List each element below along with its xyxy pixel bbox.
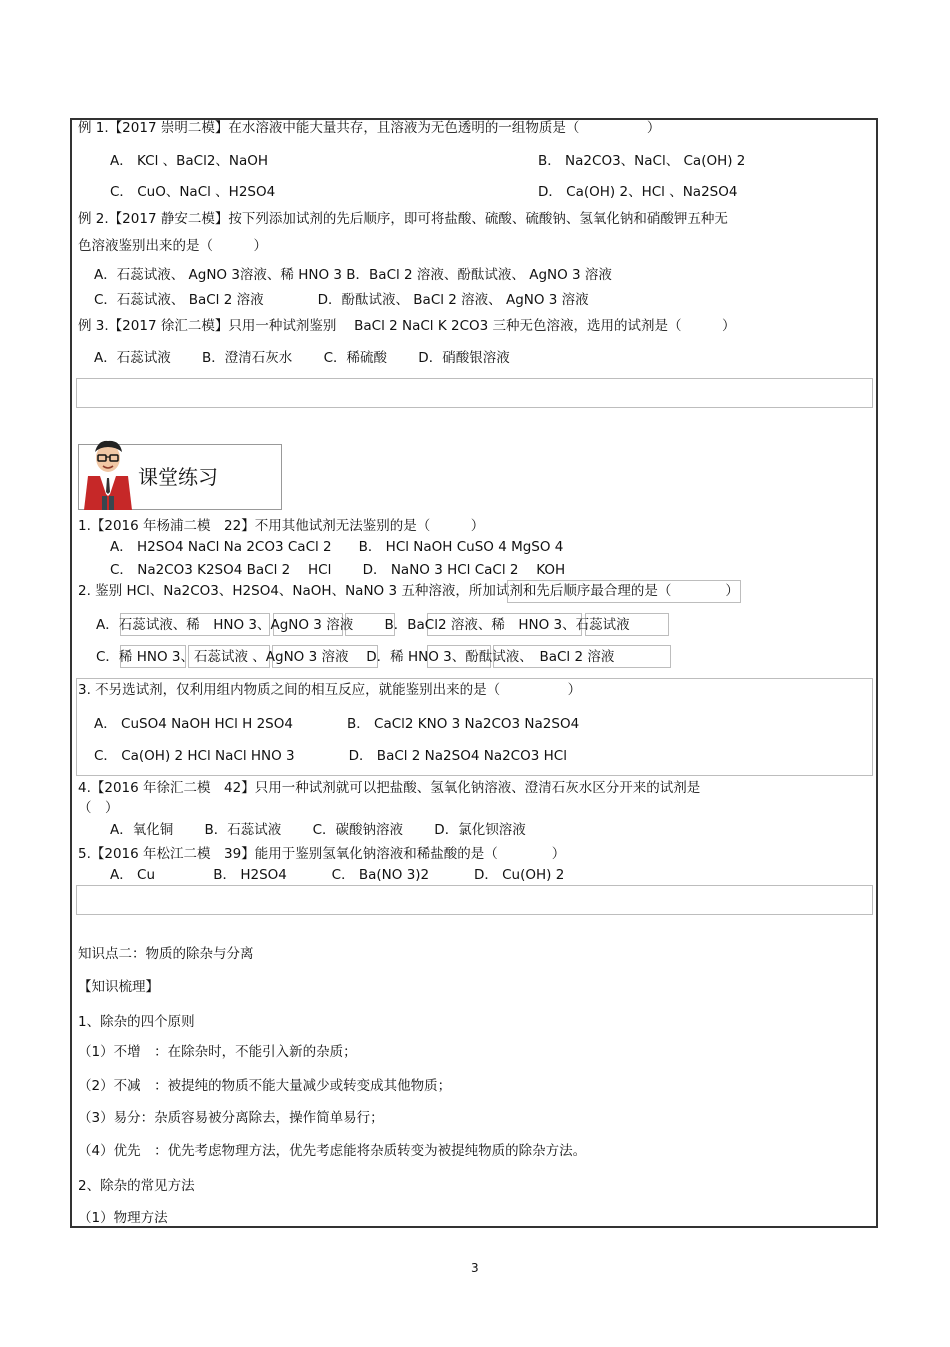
banner-title: 课堂练习 [138,465,218,489]
knowledge-title: 知识点二：物质的除杂与分离 [78,946,254,962]
example-1-option-b: B． Na2CO3、NaCl、 Ca(OH) 2 [538,153,746,169]
empty-answer-box [76,378,873,408]
practice-2-stem-box [507,580,741,603]
practice-4-options: A．氧化铜 B．石蕊试液 C．碳酸钠溶液 D．氯化钡溶液 [110,822,526,838]
knowledge-point-1: （1）不增 ：在除杂时，不能引入新的杂质； [78,1044,357,1060]
example-2-stem-line-1: 例 2.【2017 静安二模】按下列添加试剂的先后顺序，即可将盐酸、硫酸、硫酸钠、氢氧化钠和硝酸钾五种无 [78,211,728,227]
practice-1-stem: 1.【2016 年杨浦二模 22】不用其他试剂无法鉴别的是（ ） [78,518,485,534]
practice-5-stem: 5.【2016 年松江二模 39】能用于鉴别氢氧化钠溶液和稀盐酸的是（ ） [78,846,566,862]
knowledge-point-3: （3）易分：杂质容易被分离除去，操作简单易行； [78,1110,384,1126]
knowledge-point-2: （2）不减 ：被提纯的物质不能大量减少或转变成其他物质； [78,1078,452,1094]
example-1-option-c: C． CuO、NaCl 、H2SO4 [110,184,276,200]
knowledge-point-4: （4）优先 ：优先考虑物理方法，优先考虑能将杂质转变为被提纯物质的除杂方法。 [78,1143,587,1159]
practice-2-options-ab: A．石蕊试液、稀 HNO 3、AgNO 3 溶液 B．BaCl2 溶液、稀 HNO 3、石蕊试液 [96,617,630,633]
page-frame [70,118,878,1228]
practice-3-options-ab: A． CuSO4 NaOH HCl H 2SO4 B． CaCl2 KNO 3 Na2CO3 Na2SO4 [94,716,580,732]
example-1-option-d: D． Ca(OH) 2、HCl 、Na2SO4 [538,184,738,200]
knowledge-heading-1: 1、除杂的四个原则 [78,1014,195,1030]
practice-3-options-cd: C． Ca(OH) 2 HCl NaCl HNO 3 D． BaCl 2 Na2SO4 Na2CO3 HCl [94,748,567,764]
teacher-avatar-icon [80,436,136,512]
example-3-stem: 例 3.【2017 徐汇二模】只用一种试剂鉴别 BaCl 2 NaCl K 2CO3 三种无色溶液，选用的试剂是（ ） [78,318,736,334]
example-2-options-cd: C．石蕊试液、 BaCl 2 溶液 D．酚酞试液、 BaCl 2 溶液、 AgNO 3 溶液 [94,292,589,308]
example-3-options: A．石蕊试液 B．澄清石灰水 C．稀硫酸 D．硝酸银溶液 [94,350,510,366]
empty-answer-box [76,885,873,915]
practice-5-options: A． Cu B． H2SO4 C． Ba(NO 3)2 D． Cu(OH) 2 [110,867,565,883]
page-number: 3 [471,1261,479,1275]
practice-1-options-cd: C． Na2CO3 K2SO4 BaCl 2 HCl D． NaNO 3 HCl CaCl 2 KOH [110,562,566,578]
example-1-option-a: A． KCl 、BaCl2、NaOH [110,153,269,169]
knowledge-point-5: （1）物理方法 [78,1210,168,1226]
practice-2-options-cd: C．稀 HNO 3、石蕊试液 、AgNO 3 溶液 D．稀 HNO 3、酚酞试液、 BaCl 2 溶液 [96,649,615,665]
practice-1-options-ab: A． H2SO4 NaCl Na 2CO3 CaCl 2 B． HCl NaOH CuSO 4 MgSO 4 [110,539,564,555]
practice-4-stem-line-2: （ ） [78,800,119,816]
knowledge-section-heading: 【知识梳理】 [78,979,159,995]
practice-2-stem: 2. 鉴别 HCl、Na2CO3、H2SO4、NaOH、NaNO 3 五种溶液，所加试剂和先后顺序最合理的是（ ） [78,583,739,599]
example-2-stem-line-2: 色溶液鉴别出来的是（ ） [78,238,267,254]
knowledge-heading-2: 2、除杂的常见方法 [78,1178,195,1194]
example-1-stem: 例 1.【2017 崇明二模】在水溶液中能大量共存，且溶液为无色透明的一组物质是（ ） [78,120,661,136]
example-2-options-ab: A．石蕊试液、 AgNO 3溶液、稀 HNO 3 B．BaCl 2 溶液、酚酞试液、 AgNO 3 溶液 [94,267,612,283]
practice-3-stem: 3. 不另选试剂，仅利用组内物质之间的相互反应，就能鉴别出来的是（ ） [78,682,582,698]
practice-4-stem-line-1: 4.【2016 年徐汇二模 42】只用一种试剂就可以把盐酸、氢氧化钠溶液、澄清石灰水区分开来的试剂是 [78,780,701,796]
